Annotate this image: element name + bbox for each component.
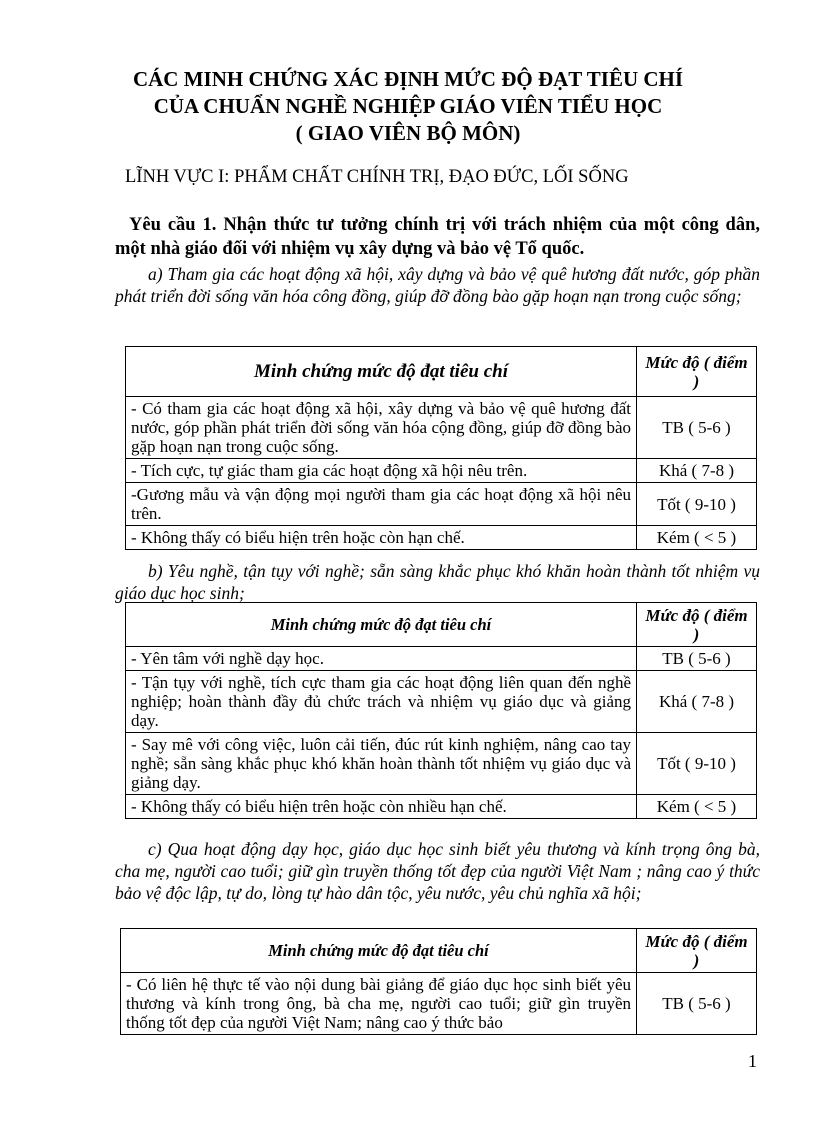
level-cell: Tốt ( 9-10 ) xyxy=(637,483,757,526)
evidence-cell: - Không thấy có biểu hiện trên hoặc còn nhiều hạn chế. xyxy=(126,795,637,819)
header-level: Mức độ ( điểm ) xyxy=(637,929,757,973)
evidence-cell: - Không thấy có biểu hiện trên hoặc còn hạn chế. xyxy=(126,526,637,550)
paragraph-a: a) Tham gia các hoạt động xã hội, xây dựng và bảo vệ quê hương đất nước, góp phần phát triển đời sống văn hóa công đồng, giúp đỡ đồng bào gặp hoạn nạn trong cuộc sống; xyxy=(115,264,760,306)
criteria-table-3 xyxy=(120,928,757,1035)
doc-title-line-1: CÁC MINH CHỨNG XÁC ĐỊNH MỨC ĐỘ ĐẠT TIÊU CHÍ xyxy=(132,67,684,91)
table-header-row xyxy=(126,603,757,647)
evidence-cell: -Gương mẫu và vận động mọi người tham gia các hoạt động xã hội nêu trên. xyxy=(126,483,637,526)
table-row xyxy=(121,973,757,1035)
level-cell: TB ( 5-6 ) xyxy=(637,397,757,459)
paragraph-b: b) Yêu nghề, tận tụy với nghề; sẵn sàng khắc phục khó khăn hoàn thành tốt nhiệm vụ giáo dục học sinh; xyxy=(115,561,760,603)
table-header-row xyxy=(121,929,757,973)
header-level: Mức độ ( điểm ) xyxy=(637,603,757,647)
level-cell: Kém ( < 5 ) xyxy=(637,795,757,819)
table-row xyxy=(126,526,757,550)
header-evidence: Minh chứng mức độ đạt tiêu chí xyxy=(126,347,637,397)
section-heading: LĨNH VỰC I: PHẨM CHẤT CHÍNH TRỊ, ĐẠO ĐỨC, LỐI SỐNG xyxy=(125,167,629,187)
table-row xyxy=(126,671,757,733)
table-row xyxy=(126,733,757,795)
table-row xyxy=(126,459,757,483)
header-evidence: Minh chứng mức độ đạt tiêu chí xyxy=(121,929,637,973)
level-cell: Kém ( < 5 ) xyxy=(637,526,757,550)
doc-title-line-3: ( GIAO VIÊN BỘ MÔN) xyxy=(295,121,521,145)
evidence-cell: - Say mê với công việc, luôn cải tiến, đúc rút kinh nghiệm, nâng cao tay nghề; sẵn sàng khắc phục khó khăn hoàn thành tốt nhiệm vụ giáo dục và giảng dạy. xyxy=(126,733,637,795)
evidence-cell: - Có tham gia các hoạt động xã hội, xây dựng và bảo vệ quê hương đất nước, góp phần phát triển đời sống văn hóa cộng đồng, giúp đỡ đồng bào gặp hoạn nạn trong cuộc sống. xyxy=(126,397,637,459)
criteria-table-2 xyxy=(125,602,757,819)
header-level: Mức độ ( điểm ) xyxy=(637,347,757,397)
table-header-row xyxy=(126,347,757,397)
table-row xyxy=(126,397,757,459)
doc-title-line-2: CỦA CHUẨN NGHỀ NGHIỆP GIÁO VIÊN TIỂU HỌC xyxy=(153,94,663,118)
table-row xyxy=(126,483,757,526)
evidence-cell: - Tận tụy với nghề, tích cực tham gia các hoạt động liên quan đến nghề nghiệp; hoàn thành đầy đủ chức trách và nhiệm vụ giáo dục và giảng dạy. xyxy=(126,671,637,733)
level-cell: TB ( 5-6 ) xyxy=(637,973,757,1035)
page-number: 1 xyxy=(748,1051,757,1071)
evidence-cell: - Tích cực, tự giác tham gia các hoạt động xã hội nêu trên. xyxy=(126,459,637,483)
paragraph-c: c) Qua hoạt động dạy học, giáo dục học sinh biết yêu thương và kính trọng ông bà, cha mẹ, người cao tuổi; giữ gìn truyền thống tốt đẹp của người Việt Nam ; nâng cao ý thức bảo vệ độc lập, tự do, lòng tự hào dân tộc, yêu nước, yêu chủ nghĩa xã hội; xyxy=(115,839,760,903)
level-cell: Khá ( 7-8 ) xyxy=(637,671,757,733)
header-evidence: Minh chứng mức độ đạt tiêu chí xyxy=(126,603,637,647)
table-row xyxy=(126,647,757,671)
evidence-cell: - Có liên hệ thực tế vào nội dung bài giảng để giáo dục học sinh biết yêu thương và kính trong ông, bà cha mẹ, người cao tuổi; giữ gìn truyền thống tốt đẹp của người Việt Nam; nâng cao ý thức bảo xyxy=(121,973,637,1035)
level-cell: TB ( 5-6 ) xyxy=(637,647,757,671)
evidence-cell: - Yên tâm với nghề dạy học. xyxy=(126,647,637,671)
level-cell: Tốt ( 9-10 ) xyxy=(637,733,757,795)
level-cell: Khá ( 7-8 ) xyxy=(637,459,757,483)
criteria-table-1 xyxy=(125,346,757,550)
table-row xyxy=(126,795,757,819)
requirement-heading: Yêu cầu 1. Nhận thức tư tưởng chính trị với trách nhiệm của một công dân, một nhà giáo đối với nhiệm vụ xây dựng và bảo vệ Tổ quốc. xyxy=(115,215,760,259)
